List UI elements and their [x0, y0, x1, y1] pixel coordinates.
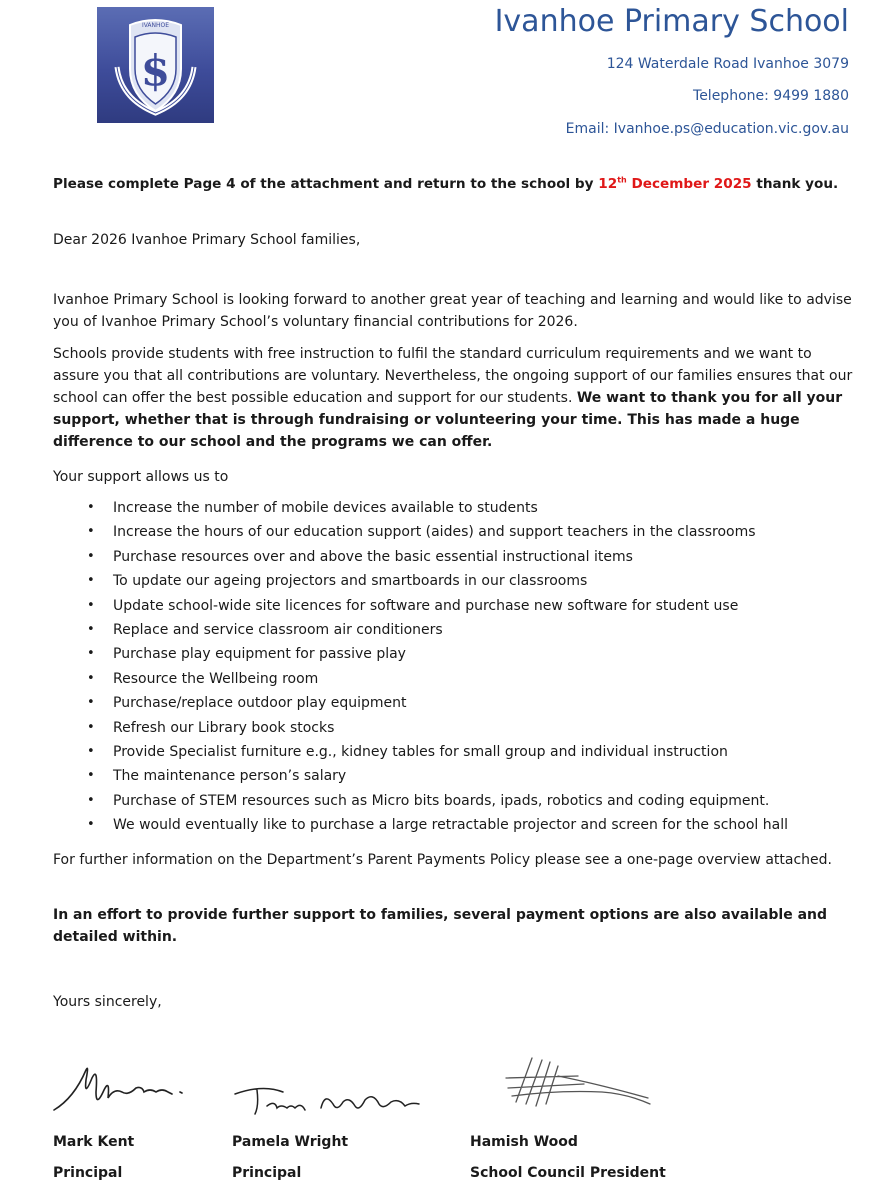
signatory-role: Principal — [232, 1165, 302, 1181]
return-deadline-notice — [53, 173, 853, 195]
deadline-month-year: December 2025 — [626, 176, 752, 192]
school-email[interactable]: Email: Ivanhoe.ps@education.vic.gov.au — [565, 121, 849, 137]
list-item: • The maintenance person’s salary — [53, 764, 853, 788]
svg-text:IVANHOE: IVANHOE — [141, 22, 170, 29]
list-item: • Refresh our Library book stocks — [53, 716, 853, 740]
payment-options-note: In an effort to provide further support to families, several payment options are also available and detailed within. — [53, 907, 828, 945]
list-item: • Purchase play equipment for passive play — [53, 642, 853, 666]
school-crest-icon — [97, 7, 214, 123]
support-intro: Your support allows us to — [53, 469, 229, 485]
list-item: • Replace and service classroom air conditioners — [53, 618, 853, 642]
school-name: Ivanhoe Primary School — [494, 4, 849, 39]
signatory-name: Mark Kent — [53, 1134, 135, 1150]
signatory-role: Principal — [53, 1165, 123, 1181]
deadline-day-suffix: th — [617, 175, 627, 185]
contributions-paragraph — [53, 343, 853, 453]
list-item: • Provide Specialist furniture e.g., kidney tables for small group and individual instruction — [53, 740, 853, 764]
svg-text:$: $ — [140, 46, 171, 95]
list-item: • Purchase of STEM resources such as Micro bits boards, ipads, robotics and coding equipment. — [53, 789, 853, 813]
intro-paragraph: Ivanhoe Primary School is looking forward to another great year of teaching and learning and would like to advise you of Ivanhoe Primary School’s voluntary financial contributions for 2026. — [53, 292, 852, 330]
list-item: • Resource the Wellbeing room — [53, 667, 853, 691]
policy-note: For further information on the Department’s Parent Payments Policy please see a one-page overview attached. — [53, 852, 832, 868]
list-item: • Increase the number of mobile devices available to students — [53, 496, 853, 520]
greeting: Dear 2026 Ivanhoe Primary School families, — [53, 232, 361, 248]
deadline-prefix: Please complete Page 4 of the attachment and return to the school by — [53, 176, 599, 192]
thank-you-text: We want to thank you for all your support, whether that is through fundraising or volunteering your time. This has made a huge difference to our school and the programs we can offer. — [53, 390, 843, 450]
deadline-suffix: thank you. — [751, 176, 839, 192]
signatory-name: Pamela Wright — [232, 1134, 349, 1150]
school-logo — [97, 7, 214, 123]
school-address: 124 Waterdale Road Ivanhoe 3079 — [606, 56, 849, 72]
list-item: • We would eventually like to purchase a large retractable projector and screen for the school hall — [53, 813, 853, 837]
list-item: • Update school-wide site licences for software and purchase new software for student use — [53, 594, 853, 618]
deadline-day: 12 — [598, 176, 618, 192]
list-item: • Purchase resources over and above the basic essential instructional items — [53, 545, 853, 569]
signature-pamela-wright — [233, 1082, 433, 1122]
signature-mark-kent — [52, 1058, 202, 1118]
signature-hamish-wood — [498, 1054, 658, 1114]
support-list — [53, 496, 853, 837]
signatory-name: Hamish Wood — [470, 1134, 578, 1150]
list-item: • To update our ageing projectors and smartboards in our classrooms — [53, 569, 853, 593]
closing: Yours sincerely, — [53, 994, 162, 1010]
list-item: • Increase the hours of our education support (aides) and support teachers in the classrooms — [53, 520, 853, 544]
list-item: • Purchase/replace outdoor play equipment — [53, 691, 853, 715]
deadline-date — [598, 176, 751, 192]
contributions-text: Schools provide students with free instruction to fulfil the standard curriculum requirements and we want to assure you that all contributions are voluntary. Nevertheless, the ongoing support of our families ensures that our school can offer the best possible education and support for our students. — [53, 346, 853, 406]
school-telephone: Telephone: 9499 1880 — [693, 88, 849, 104]
signatory-role: School Council President — [470, 1165, 666, 1181]
